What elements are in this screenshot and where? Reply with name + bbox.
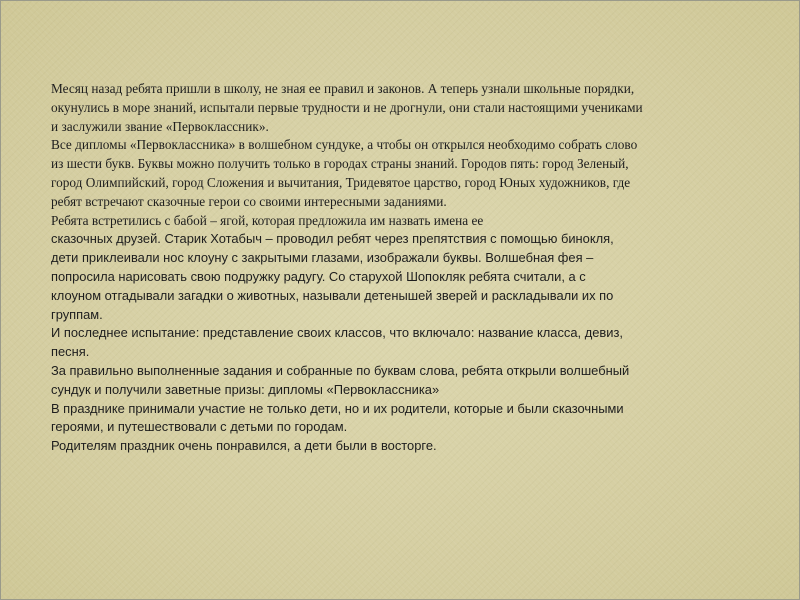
- text-line: Родителям праздник очень понравился, а дети были в восторге.: [51, 438, 437, 454]
- text-line: дети приклеивали нос клоуну с закрытыми глазами, изображали буквы. Волшебная фея –: [51, 250, 594, 266]
- text-line: За правильно выполненные задания и собранные по буквам слова, ребята открыли волшебный: [51, 362, 630, 378]
- text-line: Ребята встретились с бабой – ягой, которая предложила им назвать имена ее: [51, 212, 484, 228]
- slide-body-text: [51, 80, 756, 456]
- text-line: клоуном отгадывали загадки о животных, называли детенышей зверей и раскладывали их по: [51, 287, 614, 303]
- text-line: В празднике принимали участие не только дети, но и их родители, которые и были сказочными: [51, 400, 624, 416]
- text-line: ребят встречают сказочные герои со своими интересными заданиями.: [51, 193, 447, 209]
- text-line: группам.: [51, 306, 103, 322]
- text-line: песня.: [51, 344, 90, 360]
- text-line: И последнее испытание: представление своих классов, что включало: название класса, девиз,: [51, 325, 623, 341]
- text-line: Все дипломы «Первоклассника» в волшебном сундуке, а чтобы он открылся необходимо собрать слово: [51, 137, 638, 153]
- text-line: Месяц назад ребята пришли в школу, не зная ее правил и законов. А теперь узнали школьные порядки,: [51, 81, 635, 96]
- text-line: и заслужили звание «Первоклассник».: [51, 118, 269, 134]
- text-line: город Олимпийский, город Сложения и вычитания, Тридевятое царство, город Юных художников, где: [51, 174, 631, 190]
- text-line: сказочных друзей. Старик Хотабыч – проводил ребят через препятствия с помощью бинокля,: [51, 231, 614, 247]
- text-line: окунулись в море знаний, испытали первые трудности и не дрогнули, они стали настоящими учениками: [51, 99, 643, 115]
- text-line: из шести букв. Буквы можно получить только в городах страны знаний. Городов пять: город Зеленый,: [51, 156, 629, 172]
- text-line: героями, и путешествовали с детьми по городам.: [51, 419, 348, 435]
- text-line: сундук и получили заветные призы: дипломы «Первоклассника»: [51, 381, 440, 397]
- text-line: попросила нарисовать свою подружку радугу. Со старухой Шопокляк ребята считали, а с: [51, 268, 586, 284]
